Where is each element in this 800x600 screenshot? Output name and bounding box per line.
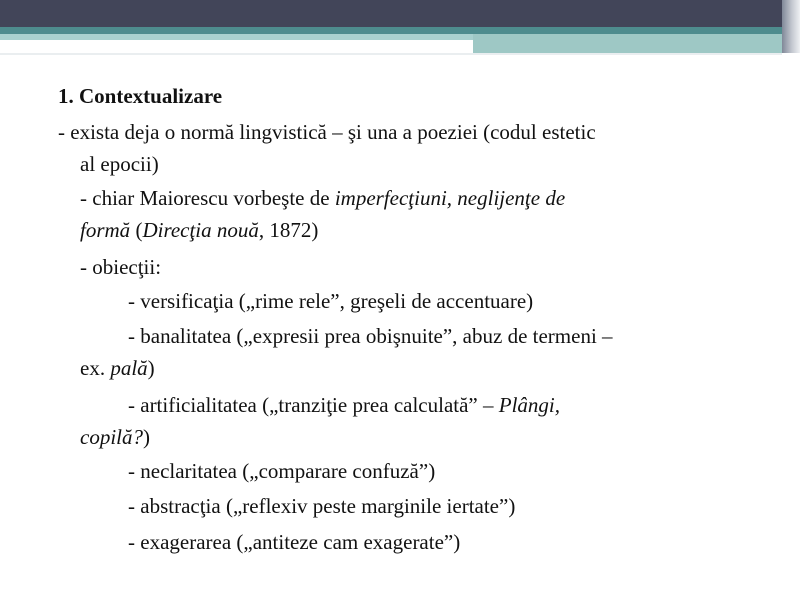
paren-close: ) — [147, 356, 155, 380]
bullet-context-line-1: - exista deja o normă lingvistică – şi una a poeziei (codul estetic — [58, 120, 596, 144]
slide-title: 1. Contextualizare — [58, 84, 223, 108]
italic-forma: formă — [80, 218, 131, 242]
bullet-maiorescu-line-2 — [80, 218, 318, 242]
bullet-abstractia: - abstracţia („reflexiv peste marginile iertate”) — [128, 494, 516, 518]
paren-open: ( — [130, 218, 143, 242]
bullet-artificialitatea-line-2 — [80, 425, 150, 449]
bullet-maiorescu-italic: imperfecţiuni, neglijenţe de — [334, 186, 566, 210]
bullet-versificatia: - versificaţia („rime rele”, greşeli de accentuare) — [128, 289, 534, 313]
bullet-maiorescu-text: - chiar Maiorescu vorbeşte de — [80, 186, 335, 210]
bullet-exagerarea: - exagerarea („antiteze cam exagerate”) — [128, 530, 461, 554]
paren-close-2: ) — [143, 425, 150, 449]
bullet-maiorescu-line-1 — [80, 186, 565, 210]
bullet-banalitatea-line-1: - banalitatea („expresii prea obişnuite”, abuz de termeni – — [128, 324, 613, 348]
italic-copila: copilă? — [80, 425, 143, 449]
italic-plangi: Plângi, — [498, 393, 561, 417]
bullet-obiectii: - obiecţii: — [80, 255, 162, 279]
bullet-banalitatea-line-2 — [80, 356, 155, 380]
artificialitatea-text: - artificialitatea („tranziţie prea calculată” – — [128, 393, 499, 417]
bullet-context-line-2: al epocii) — [80, 152, 159, 176]
italic-directia-noua: Direcţia nouă — [142, 218, 259, 242]
italic-pala: pală — [110, 356, 148, 380]
ex-text: ex. — [80, 356, 111, 380]
bullet-artificialitatea-line-1 — [128, 393, 560, 417]
bullet-neclaritatea: - neclaritatea („comparare confuză”) — [128, 459, 436, 483]
year-text: , 1872) — [258, 218, 319, 242]
